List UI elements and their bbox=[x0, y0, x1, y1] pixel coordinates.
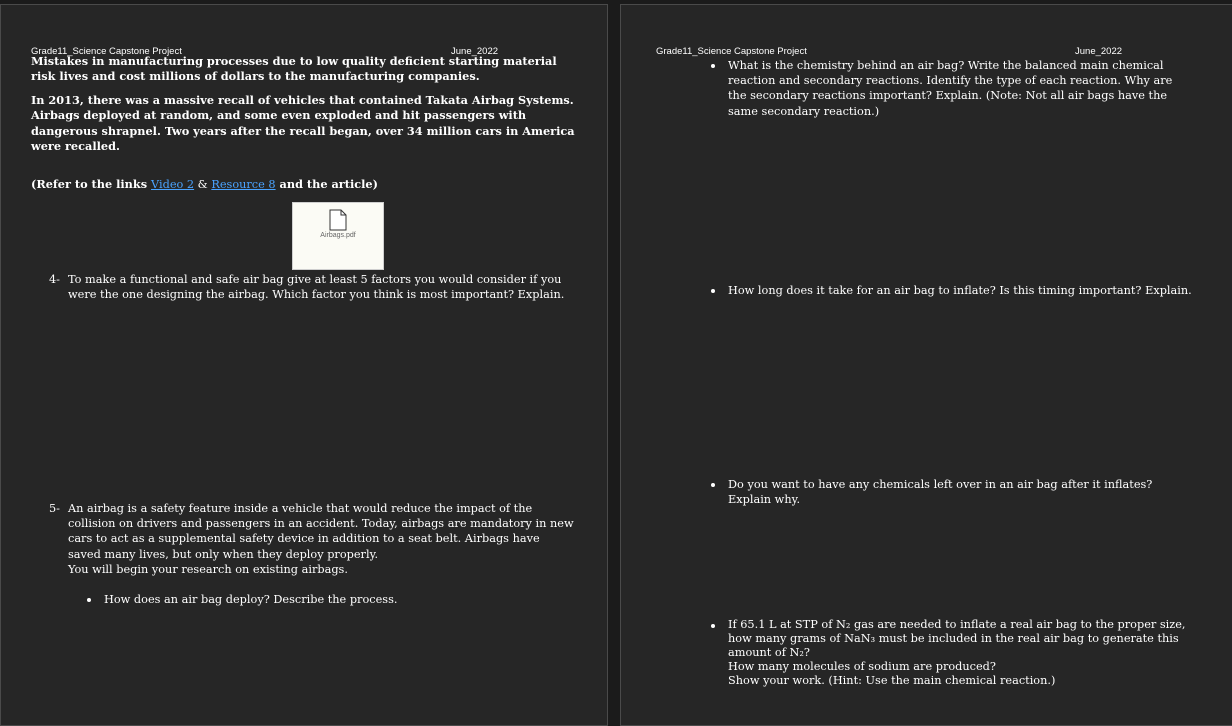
question-4-number: 4- bbox=[49, 273, 61, 286]
bullet-dot-icon bbox=[711, 624, 715, 628]
refer-ampersand: & bbox=[194, 178, 212, 191]
question-5 bbox=[49, 501, 574, 577]
calc-question: If 65.1 L at STP of N₂ gas are needed to inflate a real air bag to the proper size, how many grams of NaN₃ must be included in the real air bag to generate this amount of N₂? bbox=[728, 618, 1186, 659]
calc-hint: Show your work. (Hint: Use the main chemical reaction.) bbox=[728, 674, 1056, 687]
header-date: June_2022 bbox=[451, 46, 499, 57]
video-2-link[interactable]: Video 2 bbox=[151, 178, 195, 191]
bullet-leftover: Do you want to have any chemicals left over in an air bag after it inflates? Explain why. bbox=[728, 478, 1153, 507]
header-project-title: Grade11_Science Capstone Project bbox=[31, 46, 182, 57]
refer-prefix: (Refer to the links bbox=[31, 177, 152, 191]
question-4-text: To make a functional and safe air bag give at least 5 factors you would consider if you were the one designing the airbag. Which factor you think is most important? Explain. bbox=[68, 273, 565, 302]
bullet-calculation bbox=[728, 618, 1198, 688]
file-icon bbox=[329, 209, 347, 231]
bullet-dot-icon bbox=[87, 598, 91, 602]
bullet-inflate: How long does it take for an air bag to inflate? Is this timing important? Explain. bbox=[728, 284, 1192, 297]
bullet-dot-icon bbox=[711, 64, 715, 68]
bullet-dot-icon bbox=[711, 289, 715, 293]
calc-molecules-question: How many molecules of sodium are produced? bbox=[728, 660, 996, 673]
bullet-deploy: How does an air bag deploy? Describe the process. bbox=[104, 593, 398, 606]
intro-paragraph-2: In 2013, there was a massive recall of vehicles that contained Takata Airbag Systems. Airbags deployed at random, and some even exploded and hit passengers with dangerous shrapnel. Two years after the recall began, over 34 million cars in America were recalled. bbox=[31, 93, 575, 154]
header-date: June_2022 bbox=[1075, 46, 1123, 57]
intro-paragraph-1: Mistakes in manufacturing processes due to low quality deficient starting material risk lives and cost millions of dollars to the manufacturing companies. bbox=[31, 54, 557, 84]
document-page-right bbox=[620, 4, 1232, 726]
attachment-filename: Airbags.pdf bbox=[320, 232, 356, 239]
refer-line bbox=[31, 177, 591, 192]
refer-suffix: and the article) bbox=[275, 177, 378, 191]
document-page-left bbox=[0, 4, 608, 726]
bullet-chemistry: What is the chemistry behind an air bag? Write the balanced main chemical reaction and secondary reactions. Identify the type of each reaction. Why are the secondary reactions important? Explain. (Note: Not all air bags have the same secondary reaction.) bbox=[728, 59, 1173, 118]
airbags-pdf-attachment[interactable] bbox=[292, 202, 384, 270]
question-5-text-2: You will begin your research on existing airbags. bbox=[68, 562, 348, 576]
question-5-number: 5- bbox=[49, 502, 61, 515]
header-project-title: Grade11_Science Capstone Project bbox=[656, 46, 807, 57]
question-4 bbox=[49, 272, 569, 302]
resource-8-link[interactable]: Resource 8 bbox=[211, 178, 276, 191]
bullet-dot-icon bbox=[711, 483, 715, 487]
question-5-text: An airbag is a safety feature inside a vehicle that would reduce the impact of the collision on drivers and passengers in an accident. Today, airbags are mandatory in new cars to act as a supplemental safety device in addition to a seat belt. Airbags have saved many lives, but only when they deploy properly. bbox=[68, 502, 574, 561]
